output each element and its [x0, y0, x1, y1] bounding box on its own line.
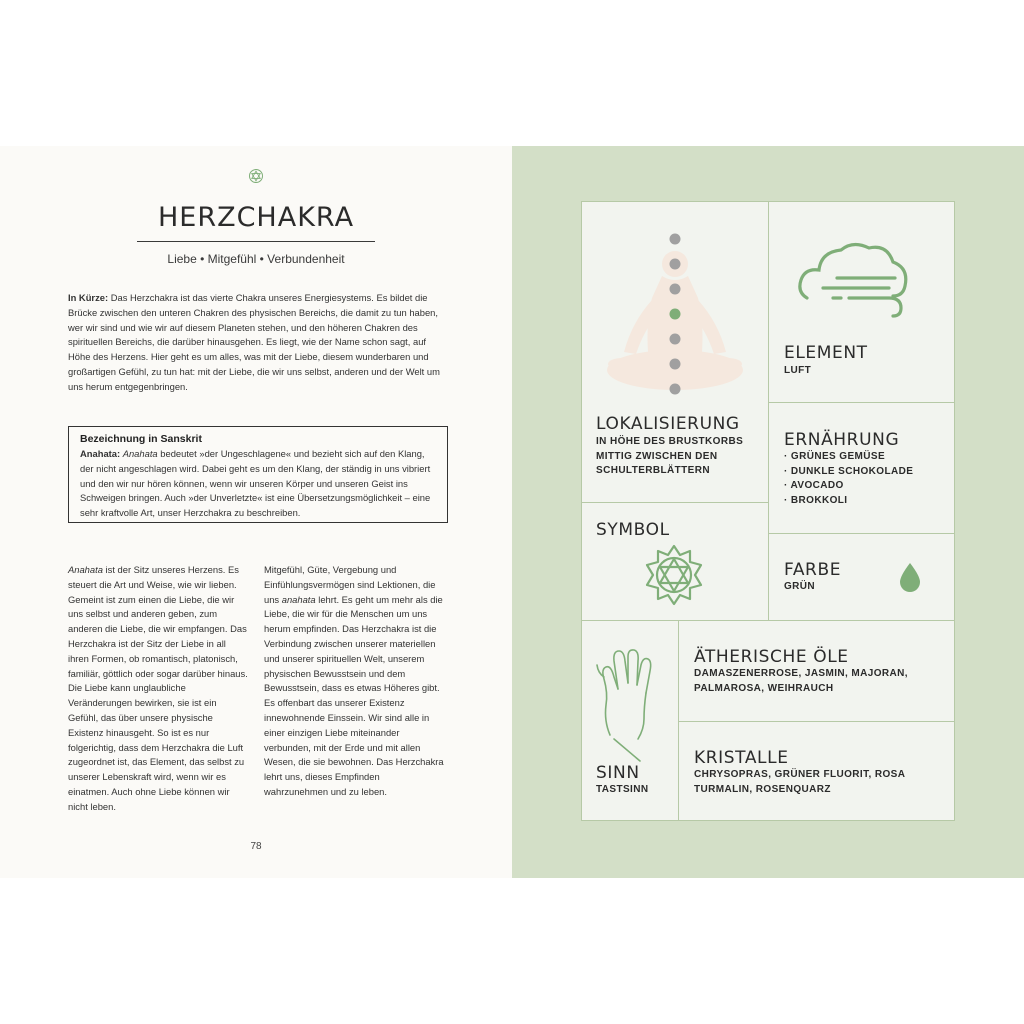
cell-color	[768, 533, 955, 621]
element-title: ELEMENT	[784, 343, 868, 363]
cell-crystals	[678, 721, 955, 821]
left-page	[0, 146, 512, 878]
text-column-right	[264, 563, 444, 800]
oils-text: DAMASZENERROSE, JASMIN, MAJORAN, PALMAROSA, WEIHRAUCH	[694, 668, 908, 694]
cell-symbol	[581, 502, 769, 621]
cell-nutrition	[768, 402, 955, 534]
nutrition-item: · GRÜNES GEMÜSE	[784, 450, 949, 465]
title-divider	[137, 241, 375, 242]
sanskrit-box	[68, 426, 448, 523]
column2-text-a: Mitgefühl, Güte, Vergebung und Einfühlungsvermögen sind Lektionen, die uns	[264, 564, 436, 605]
hand-icon	[594, 643, 664, 763]
intro-label: In Kürze:	[68, 292, 109, 303]
sanskrit-box-text	[80, 447, 440, 521]
sanskrit-label: Anahata:	[80, 448, 121, 459]
nutrition-item: · BROKKOLI	[784, 494, 949, 509]
nutrition-item: · AVOCADO	[784, 479, 949, 494]
intro-paragraph	[68, 291, 444, 395]
color-text: GRÜN	[784, 581, 816, 592]
page-number: 78	[250, 841, 262, 852]
nutrition-list	[784, 450, 949, 508]
intro-text: Das Herzchakra ist das vierte Chakra unseres Energiesystems. Es bildet die Brücke zwischen den unteren Chakren des physischen Bereichs, die damit zu tun haben, wer wir sind und wie wir auf diesem Planeten stehen, und den höheren Chakren des spirituellen Bereichs, die darüber hinausgehen. Es liegt, wie der Name schon sagt, auf Höhe des Herzens. Hier geht es um alles, was mit der Liebe, diesem wunderbaren und großartigen Gefühl, zu tun hat: mit der Liebe, die wir uns selbst, anderen und der Welt um uns herum entgegenbringen.	[68, 292, 440, 392]
page-title: HERZCHAKRA	[157, 202, 355, 233]
cell-localization	[581, 201, 769, 503]
air-wind-icon	[793, 236, 913, 320]
color-title: FARBE	[784, 560, 842, 580]
crystals-title: KRISTALLE	[694, 748, 789, 768]
cell-essential-oils	[678, 620, 955, 722]
column1-text: ist der Sitz unseres Herzens. Es steuert die Art und Weise, wie wir lieben. Gemeint ist zum einen die Liebe, die wir uns selbst und anderen geben, zum anderen die Liebe, die wir empfangen. Das Herzchakra ist der Sitz der Liebe in all ihren Formen, ob romantisch, platonisch, familiär, göttlich oder sogar darüber hinaus. Die Liebe kann unglaubliche Veränderungen bewirken, sie ist ein Gefühl, das über unsere physische Existenz hinausgeht. So ist es nur folgerichtig, dass dem Herzchakra die Luft zugeordnet ist, das Element, das selbst zu unserer Lebenskraft wird, wenn wir es einatmen. Auch ohne Liebe können wir nicht leben.	[68, 564, 248, 812]
column2-text-b: lehrt. Es geht um mehr als die Liebe, die wir für die Menschen um uns herum empfinden. Das Herzchakra ist die Verbindung zwischen unserer materiellen und unserer spirituellen Welt, unserem physischen Bewusstsein und dem Bewusstsein, dass es etwas Höheres gibt. Es offenbart das unserer Existenz innewohnende Einssein. Wir sind alle in einer einzigen Liebe miteinander verbunden, mit der Erde und mit allen Wesen, die sie bewohnen. Das Herzchakra lehrt uns, dieses Empfinden wahrzunehmen und zu leben.	[264, 593, 444, 797]
page-subtitle: Liebe • Mitgefühl • Verbundenheit	[167, 252, 345, 266]
green-drop-icon	[898, 562, 922, 592]
info-grid	[581, 201, 955, 821]
sense-title: SINN	[596, 763, 640, 783]
text-column-left	[68, 563, 248, 815]
nutrition-title: ERNÄHRUNG	[784, 430, 900, 450]
sanskrit-text: bedeutet »der Ungeschlagene« und bezieht sich auf den Klang, der nicht angeschlagen wird. Dabei geht es um den Klang, der ständig in uns vibriert und den wir nur hören können, wenn wir unseren Körper und unseren Geist ins Schweigen bringen. Auch »der Unverletzte« ist eine Übersetzungsmöglichkeit – eine sehr kraftvolle Art, unser Herzchakra zu beschreiben.	[80, 448, 431, 519]
oils-title: ÄTHERISCHE ÖLE	[694, 647, 849, 667]
cell-element	[768, 201, 955, 403]
sense-text: TASTSINN	[596, 784, 649, 795]
symbol-title: SYMBOL	[596, 520, 670, 540]
heart-chakra-ornament-icon	[248, 168, 264, 184]
column2-italic: anahata	[281, 593, 316, 605]
localization-text: IN HÖHE DES BRUSTKORBS MITTIG ZWISCHEN DEN SCHULTERBLÄTTERN	[596, 436, 744, 476]
localization-title: LOKALISIERUNG	[596, 414, 740, 434]
crystals-text: CHRYSOPRAS, GRÜNER FLUORIT, ROSA TURMALIN, ROSENQUARZ	[694, 769, 905, 795]
heart-chakra-symbol-icon	[642, 543, 706, 607]
column1-italic: Anahata	[68, 564, 103, 575]
element-text: LUFT	[784, 365, 812, 376]
cell-sense	[581, 620, 679, 821]
nutrition-item: · DUNKLE SCHOKOLADE	[784, 465, 949, 480]
meditating-figure-icon	[582, 202, 770, 412]
sanskrit-box-title: Bezeichnung in Sanskrit	[80, 433, 202, 445]
sanskrit-italic-word: Anahata	[122, 448, 158, 459]
